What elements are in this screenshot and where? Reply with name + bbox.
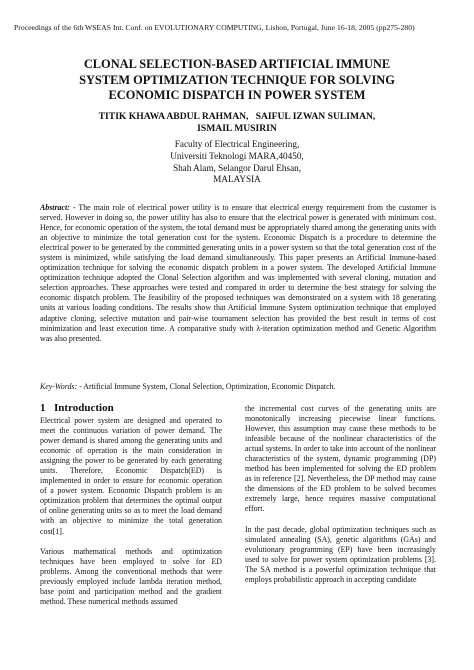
affiliation-line-4: MALAYSIA [213, 174, 261, 185]
affiliation-line-1: Faculty of Electrical Engineering, [174, 139, 300, 149]
author-list [40, 111, 434, 135]
section-number: 1 [40, 402, 46, 414]
abstract [40, 203, 436, 344]
title-line-2: SYSTEM OPTIMIZATION TECHNIQUE FOR SOLVING [79, 72, 395, 87]
section-title: Introduction [54, 402, 114, 414]
abstract-label: Abstract: - [40, 203, 76, 212]
affiliation-line-3: Shah Alam, Selangor Darul Ehsan, [172, 162, 302, 173]
authors-line-1: TITIK KHAWA ABDUL RAHMAN, SAIFUL IZWAN SULIMAN, [98, 111, 376, 122]
intro-paragraph-3: the incremental cost curves of the generating units are monotonically increasing piecewise linear functions. However, this assumption may cause these methods to be infeasible because of the nonlinear characteristics of the actual systems. In order to take into account of the nonlinear characteristics of the system, dynamic programming (DP) method has been implemented for solving the ED problem as in reference [2]. Nevertheless, the DP method may cause the dimensions of the ED problem to be solved becomes extremely large, hence requires massive computational effort. [245, 404, 436, 514]
left-column [40, 402, 222, 607]
authors-line-2: ISMAIL MUSIRIN [197, 123, 277, 134]
affiliation [40, 139, 434, 186]
keywords-label: Key-Words: [40, 382, 78, 391]
intro-paragraph-4: In the past decade, global optimization techniques such as simulated annealing (SA), genetic algorithms (GAs) and evolutionary programming (EP) have been increasingly used to solve for power system optimization problems [3]. The SA method is a powerful optimization technique that employs probabilistic approach in accepting candidate [245, 524, 436, 584]
abstract-text: The main role of electrical power utility is to ensure that electrical energy requirement from the customer is served. However in doing so, the power utility has also to ensure that the electrical power is generated with minimum cost. Hence, for economic operation of the system, the total demand must be appropriately shared among the generating units with an objective to minimize the total generation cost for the system. Economic Dispatch is a procedure to determine the electrical power to be generated by the committed generating units in a power system so that the total generation cost of the system is minimized, while satisfying the load demand simultaneously. This paper presents an Artificial Immune-based optimization technique for solving the economic dispatch problem in a power system. The developed Artificial Immune optimization technique adopted the Clonal Selection algorithm and was implemented with several cloning, mutation and selection approaches. These approaches were tested and compared in order to determine the best strategy for solving the economic dispatch problem. The feasibility of the proposed techniques was demonstrated on a system with 18 generating units at various loading conditions. The results show that Artificial Immune System optimization technique that employed adaptive cloning, selective mutation and pair-wise tournament selection has provided the best result in terms of cost minimization and least execution time. A comparative study with λ-iteration optimization method and Genetic Algorithm was also presented. [40, 203, 436, 343]
proceedings-header: Proceedings of the 6th WSEAS Int. Conf. on EVOLUTIONARY COMPUTING, Lisbon, Portugal, June 16-18, 2005 (pp275-280) [14, 23, 415, 32]
paper-title [30, 57, 444, 104]
keywords [40, 382, 436, 392]
keywords-text: - Artificial Immune System, Clonal Selection, Optimization, Economic Dispatch. [77, 382, 336, 391]
intro-paragraph-1: Electrical power system are designed and operated to meet the continuous variation of power demand. The power demand is shared among the generating units and economic of operation is the main consideration in assigning the power to be generated by each generating units. Therefore, Economic Dispatch(ED) is implemented in order to ensure for economic operation of a power system. Economic Dispatch problem is an optimization problem that determines the optimal output of online generating units so as to meet the load demand with an objective to minimize the total generation cost[1]. [40, 416, 222, 536]
section-heading [40, 402, 222, 415]
intro-paragraph-2: Various mathematical methods and optimization techniques have been employed to solve for ED problems. Among the conventional methods that were previously employed include lambda iteration method, base point and participation method and the gradient method. These numerical methods assumed [40, 546, 222, 606]
right-column [245, 404, 436, 585]
title-line-3: ECONOMIC DISPATCH IN POWER SYSTEM [108, 88, 366, 102]
title-line-1: CLONAL SELECTION-BASED ARTIFICIAL IMMUNE [83, 57, 391, 71]
affiliation-line-2: Universiti Teknologi MARA,40450, [170, 150, 304, 161]
